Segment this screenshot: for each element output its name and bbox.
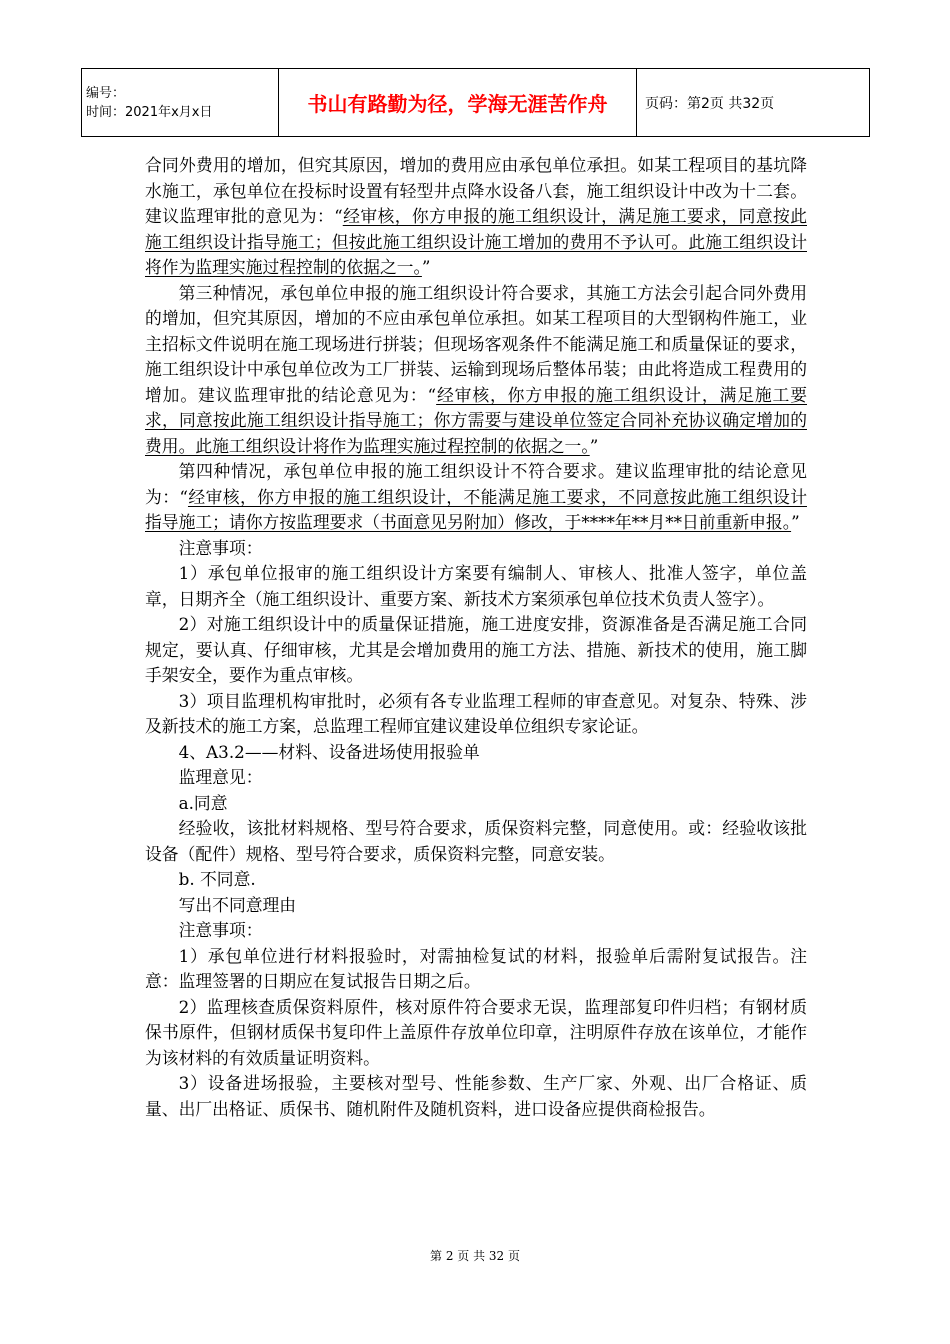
paragraph [145, 153, 807, 281]
underlined-opinion: 经审核，你方申报的施工组织设计，满足施工要求，同意按此施工组织设计指导施工；但按此施工组织设计施工增加的费用不予认可。此施工组织设计将作为监理实施过程控制的依据之一。 [145, 206, 807, 277]
notes-heading: 注意事项： [178, 537, 263, 558]
disagree-option: b. 不同意. [178, 869, 256, 889]
agree-option: a.同意 [178, 792, 228, 813]
header-motto: 书山有路勤为径，学海无涯苦作舟 [279, 69, 637, 137]
paragraph-text: 合同外费用的增加，但究其原因，增加的费用应由承包单位承担。如某工程项目的基坑降水施工，承包单位在投标时设置有轻型井点降水设备八套，施工组织设计中改为十二套。建议监理审批的意见为：“ [145, 155, 807, 226]
underlined-opinion: 经审核，你方申报的施工组织设计，满足施工要求，同意按此施工组织设计指导施工；你方需要与建设单位签定合同补充协议确定增加的费用。此施工组织设计将作为监理实施过程控制的依据之一。 [145, 384, 807, 456]
note-item: 2）对施工组织设计中的质量保证措施，施工进度安排，资源准备是否满足施工合同规定，要认真、仔细审核，尤其是会增加费用的施工方法、措施、新技术的使用，施工脚手架安全，要作为重点审核。 [145, 614, 807, 685]
note-item: 1）承包单位进行材料报验时，对需抽检复试的材料，报验单后需附复试报告。注意：监理签署的日期应在复试报告日期之后。 [145, 945, 807, 991]
closing-quote: ” [421, 257, 431, 277]
header-meta [82, 69, 279, 137]
paragraph-text: 第三种情况，承包单位申报的施工组织设计符合要求，其施工方法会引起合同外费用的增加，但究其原因，增加的不应由承包单位承担。如某工程项目的大型钢构件施工，业主招标文件说明在施工现场进行拼装；但现场客观条件不能满足施工和质量保证的要求，施工组织设计中承包单位改为工厂拼装、运输到现场后整体吊装；由此将造成工程费用的增加。建议监理审批的结论意见为：“ [145, 282, 807, 405]
document-date: 时间：2021年x月x日 [86, 104, 213, 120]
opinion-label: 监理意见： [178, 767, 263, 787]
note-item: 1）承包单位报审的施工组织设计方案要有编制人、审核人、批准人签字，单位盖章，日期齐全（施工组织设计、重要方案、新技术方案须承包单位技术负责人签字）。 [145, 563, 807, 609]
note-item: 3）设备进场报验，主要核对型号、性能参数、生产厂家、外观、出厂合格证、质量、出厂出格证、质保书、随机附件及随机资料，进口设备应提供商检报告。 [145, 1073, 807, 1119]
page-footer: 第 2 页 共 32 页 [430, 1249, 520, 1263]
note-item: 2）监理核查质保资料原件，核对原件符合要求无误，监理部复印件归档；有钢材质保书原件，但钢材质保书复印件上盖原件存放单位印章，注明原件存放在该单位，才能作为该材料的有效质量证明资料。 [145, 996, 807, 1068]
paragraph-text: 第四种情况，承包单位申报的施工组织设计不符合要求。建议监理审批的结论意见为：“ [145, 461, 807, 507]
section-heading: 4、A3.2——材料、设备进场使用报验单 [178, 741, 480, 762]
underlined-opinion: 经审核，你方申报的施工组织设计，不能满足施工要求，不同意按此施工组织设计指导施工；请你方按监理要求（书面意见另附加）修改，于****年**月**日前重新申报。 [145, 486, 807, 532]
paragraph [145, 459, 807, 536]
notes-heading: 注意事项： [178, 920, 263, 940]
page-header [81, 68, 870, 137]
agree-text: 经验收，该批材料规格、型号符合要求，质保资料完整，同意使用。或：经验收该批设备（配件）规格、型号符合要求，质保资料完整，同意安装。 [145, 818, 807, 864]
document-number: 编号： [86, 85, 126, 101]
closing-quote: ” [791, 512, 800, 532]
note-item: 3）项目监理机构审批时，必须有各专业监理工程师的审查意见。对复杂、特殊、涉及新技术的施工方案，总监理工程师宜建议建设单位组织专家论证。 [145, 690, 807, 736]
header-page-info: 页码：第2页 共32页 [637, 69, 870, 137]
document-body [145, 153, 807, 1122]
paragraph [145, 281, 807, 460]
closing-quote: ” [589, 435, 599, 456]
disagree-text: 写出不同意理由 [178, 894, 297, 915]
